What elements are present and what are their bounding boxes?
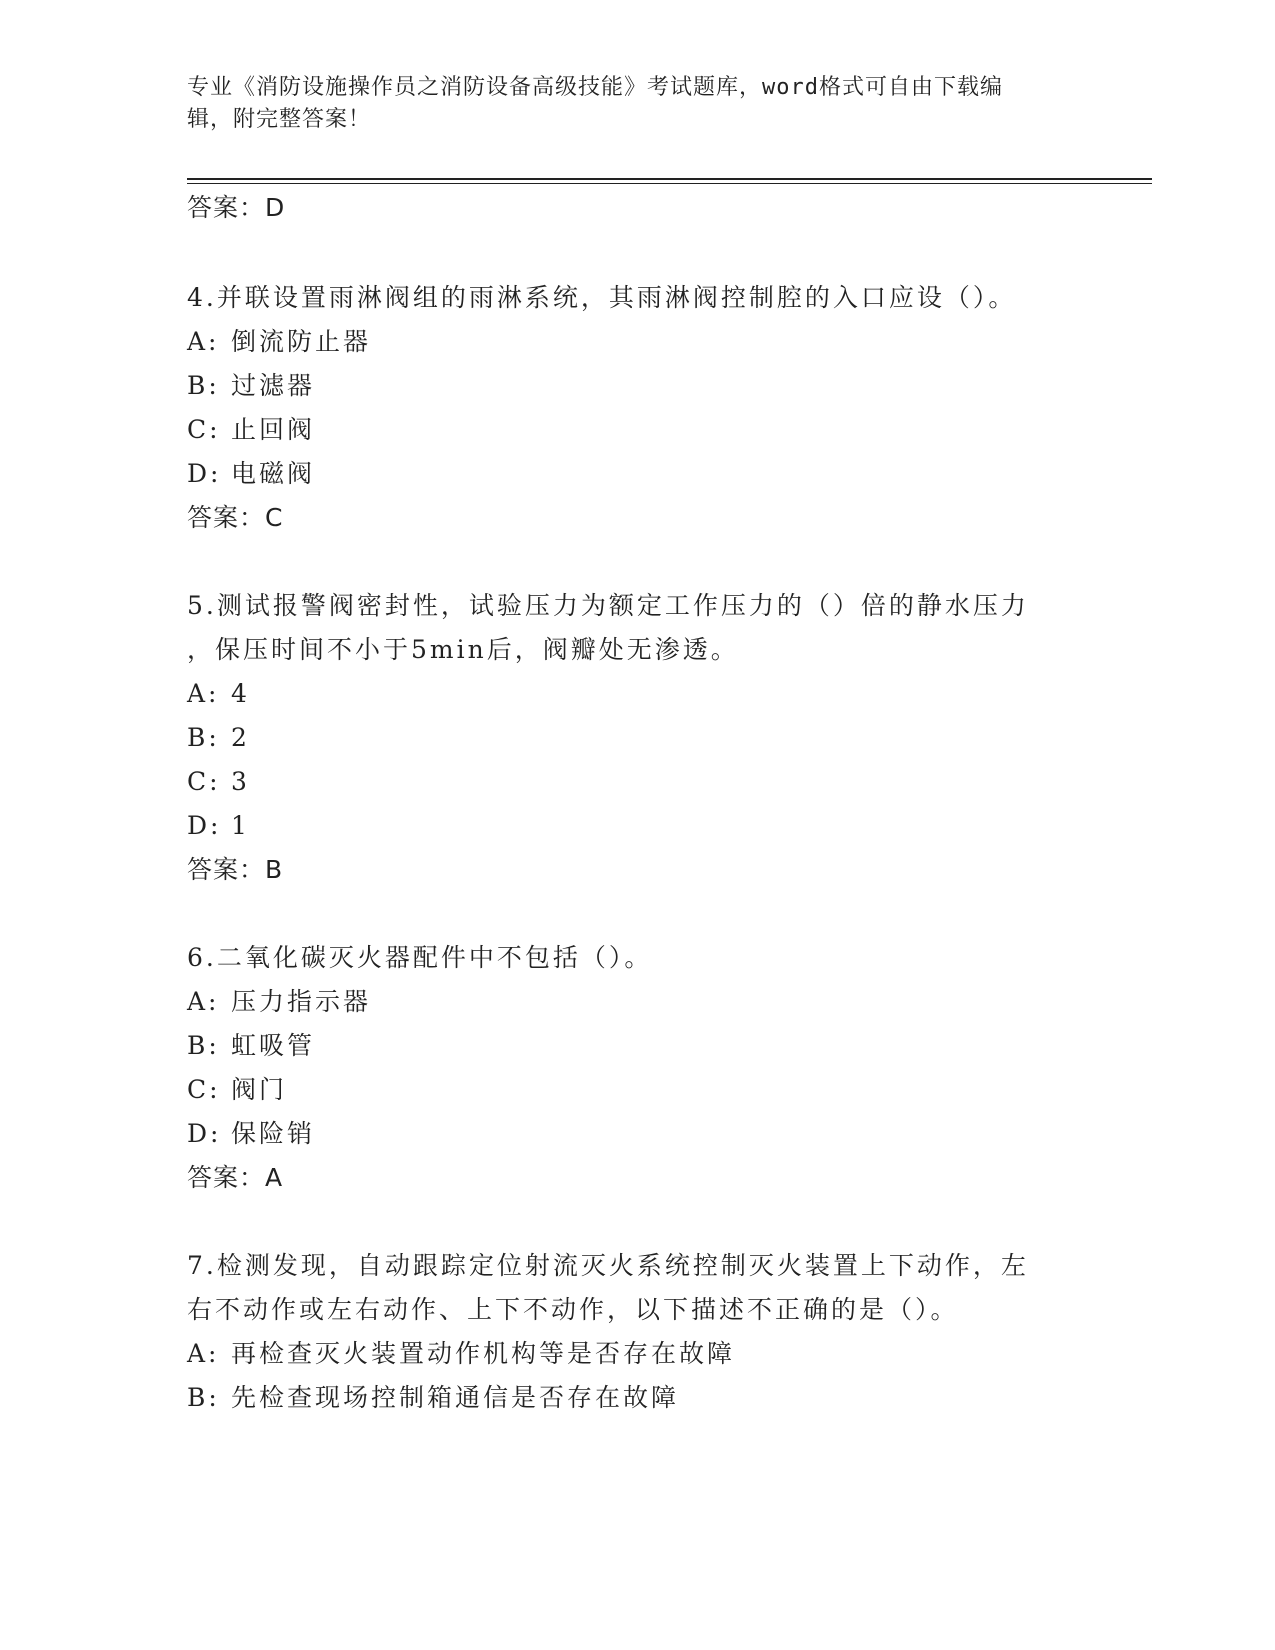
question-6-option-a [187, 986, 371, 1018]
header-divider-thick [187, 178, 1152, 180]
option-letter: C: [187, 415, 221, 444]
option-text: 4 [231, 679, 250, 708]
question-6-option-c [187, 1074, 287, 1106]
option-letter: B: [187, 723, 220, 752]
option-letter: A: [187, 679, 220, 708]
question-5-option-c [187, 766, 250, 798]
question-4-option-d [187, 458, 315, 490]
option-letter: D: [187, 811, 222, 840]
option-text: 3 [231, 767, 250, 796]
option-text: 倒流防止器 [231, 327, 372, 356]
question-5-option-a [187, 678, 250, 710]
question-4-option-a [187, 326, 371, 358]
option-text: 虹吸管 [231, 1031, 316, 1060]
option-letter: C: [187, 767, 221, 796]
option-letter: D: [187, 1119, 222, 1148]
option-letter: C: [187, 1075, 221, 1104]
option-letter: B: [187, 1383, 220, 1412]
option-letter: D: [187, 459, 222, 488]
header-line-2: 辑，附完整答案！ [187, 107, 372, 132]
document-header [187, 72, 1067, 136]
option-letter: A: [187, 327, 220, 356]
question-7-option-a [187, 1338, 735, 1370]
option-text: 2 [231, 723, 250, 752]
option-text: 1 [231, 811, 250, 840]
option-text: 先检查现场控制箱通信是否存在故障 [231, 1383, 680, 1412]
question-4-option-b [187, 370, 315, 402]
question-5-option-b [187, 722, 250, 754]
option-text: 止回阀 [231, 415, 316, 444]
question-7-stem-line-1: 7.检测发现，自动跟踪定位射流灭火系统控制灭火装置上下动作，左 [187, 1251, 1029, 1280]
question-7-option-b [187, 1382, 679, 1414]
question-6-option-d [187, 1118, 315, 1150]
option-text: 过滤器 [231, 371, 316, 400]
header-divider-thin [187, 183, 1152, 184]
option-text: 电磁阀 [231, 459, 316, 488]
header-line-1: 专业《消防设施操作员之消防设备高级技能》考试题库，word格式可自由下载编 [187, 75, 1003, 100]
answer-prev: 答案：D [187, 193, 286, 222]
option-text: 再检查灭火装置动作机构等是否存在故障 [231, 1339, 736, 1368]
question-6-stem: 6.二氧化碳灭火器配件中不包括（）。 [187, 943, 653, 972]
question-7-stem-line-2: 右不动作或左右动作、上下不动作，以下描述不正确的是（）。 [187, 1295, 959, 1324]
option-letter: A: [187, 1339, 220, 1368]
option-text: 阀门 [231, 1075, 288, 1104]
question-4-option-c [187, 414, 315, 446]
option-letter: B: [187, 1031, 220, 1060]
question-5-answer: 答案：B [187, 855, 284, 884]
question-4-answer: 答案：C [187, 503, 284, 532]
question-5-stem-line-2: ，保压时间不小于5min后，阀瓣处无渗透。 [187, 635, 739, 664]
question-4-stem: 4.并联设置雨淋阀组的雨淋系统，其雨淋阀控制腔的入口应设（）。 [187, 283, 1017, 312]
option-letter: A: [187, 987, 220, 1016]
question-5-stem-line-1: 5.测试报警阀密封性，试验压力为额定工作压力的（）倍的静水压力 [187, 591, 1029, 620]
question-6-option-b [187, 1030, 315, 1062]
option-letter: B: [187, 371, 220, 400]
question-6-answer: 答案：A [187, 1163, 284, 1192]
option-text: 压力指示器 [231, 987, 372, 1016]
question-5-option-d [187, 810, 250, 842]
option-text: 保险销 [231, 1119, 316, 1148]
